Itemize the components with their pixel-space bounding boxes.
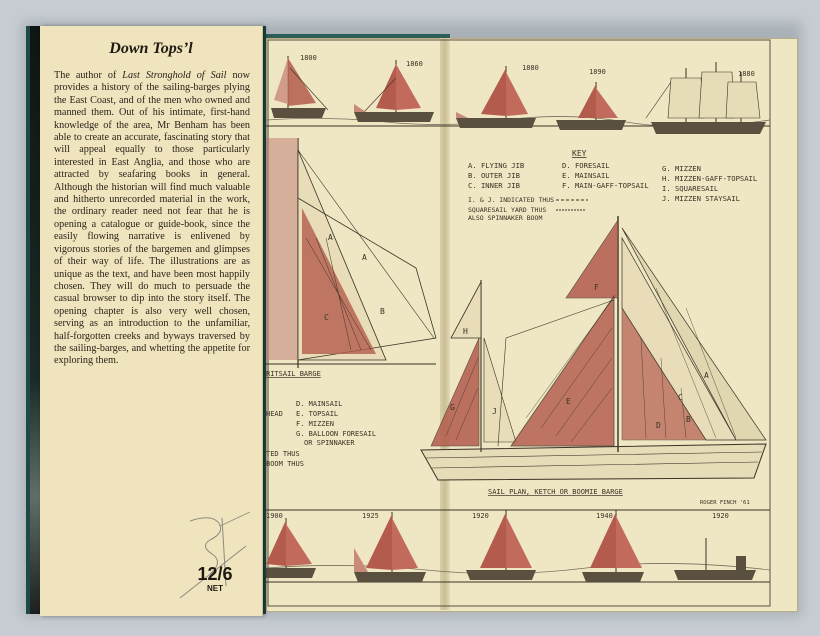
price-value: 12/6 [197, 564, 233, 584]
main-letter-a: A [704, 371, 709, 380]
top-year-2: 1860 [406, 60, 423, 68]
sail-plan-illustration [266, 38, 796, 610]
left-letter-c: C [324, 313, 329, 322]
top-barge-strip [266, 54, 770, 134]
left-key-f: F. MIZZEN [296, 420, 334, 428]
main-letter-f: F [594, 283, 599, 292]
main-letter-g: G [450, 403, 455, 412]
key-note-2: SQUARESAIL YARD THUS [468, 206, 547, 214]
key-col2-e: E. MAINSAIL [562, 171, 610, 180]
bottom-year-4: 1940 [596, 512, 613, 520]
main-letter-j: J [492, 407, 497, 416]
key-col3-j: J. MIZZEN STAYSAIL [662, 194, 740, 203]
top-year-3: 1880 [522, 64, 539, 72]
left-key-e: E. TOPSAIL [296, 410, 339, 418]
top-barge-3 [456, 66, 536, 128]
top-year-1: 1800 [300, 54, 317, 62]
bottom-barge-4 [582, 510, 644, 582]
blurb-intro: The author of [54, 70, 123, 81]
main-ketch-sail-plan [421, 216, 766, 506]
main-letter-h: H [463, 327, 468, 336]
left-caption: RITSAIL BARGE [266, 370, 321, 378]
bottom-year-3: 1920 [472, 512, 489, 520]
key-col1-c: C. INNER JIB [468, 181, 520, 190]
main-letter-b: B [686, 415, 691, 424]
main-letter-e: E [566, 397, 571, 406]
bottom-motor-barge [674, 538, 756, 580]
key-col3-g: G. MIZZEN [662, 164, 701, 173]
top-year-5: 1880 [738, 70, 755, 78]
left-letter-a2: A [362, 253, 367, 262]
flap-title: Down Tops’l [109, 40, 193, 57]
artist-signature: ROGER FINCH '61 [700, 500, 750, 506]
key-col2-f: F. MAIN-GAFF-TOPSAIL [562, 181, 649, 190]
left-note-2: BOOM THUS [266, 460, 304, 468]
key-col3-i: I. SQUARESAIL [662, 184, 719, 193]
key-note-3: ALSO SPINNAKER BOOM [468, 214, 543, 222]
left-letter-a: A [328, 233, 333, 242]
bottom-barge-strip [266, 510, 770, 582]
bottom-barge-2 [354, 512, 426, 582]
pencil-scribble [40, 26, 262, 616]
bottom-year-1: 1900 [266, 512, 283, 520]
left-key-head: HEAD [266, 410, 283, 418]
bottom-barge-1 [266, 518, 316, 578]
key-col1-b: B. OUTER JIB [468, 171, 520, 180]
top-barge-4 [556, 82, 626, 130]
left-key-g: G. BALLOON FORESAIL [296, 430, 377, 438]
sail-key [468, 149, 757, 222]
left-key-g2: OR SPINNAKER [304, 439, 355, 447]
blurb-body: now provides a history of the sailing-barges plying the East Coast, and of the men who owned and manned them. Out of his intimate, first-hand knowledge of the area, Mr Benham has been able to create an accurate, fascinating story that will appeal equally to those particularly interested in East Anglia, and those who are attracted by seafaring books in general. Although the historian will find much valuable and hitherto unrecorded material in the work, the ordinary reader need not fear that he is opening a catalogue or guide-book, since the easily flowing narrative is enlivened by vigorous stories of the bargemen and glimpses of their way of life. The illustrations are as unique as the text, and have been most happily chosen. They will do much to persuade the casual browser to dip into the story itself. The opening chapter is also very well chosen, serving as an introduction to the unfamiliar, half-forgotten creeks and byways traversed by the sailing-barges, and whetting the appetite for exploring them. [54, 70, 250, 367]
price-note: NET [207, 584, 223, 593]
key-col1-a: A. FLYING JIB [468, 161, 525, 170]
dust-jacket-flap [40, 26, 263, 616]
key-col3-h: H. MIZZEN-GAFF-TOPSAIL [662, 174, 758, 183]
blurb-book-title: Last Stronghold of Sail [122, 70, 227, 81]
key-note-1: I. & J. INDICATED THUS [468, 196, 555, 204]
bottom-year-5: 1920 [712, 512, 729, 520]
main-caption: SAIL PLAN, KETCH OR BOOMIE BARGE [488, 488, 623, 496]
key-title: KEY [572, 149, 587, 158]
left-key-d: D. MAINSAIL [296, 400, 343, 408]
top-barge-1 [271, 56, 328, 118]
top-year-4: 1890 [589, 68, 606, 76]
main-letter-d: D [656, 421, 661, 430]
left-note-1: TED THUS [266, 450, 300, 458]
left-spritsail-barge [266, 138, 436, 468]
price-tag [190, 564, 240, 593]
left-letter-b: B [380, 307, 385, 316]
bottom-year-2: 1925 [362, 512, 379, 520]
main-letter-c: C [678, 393, 683, 402]
top-barge-2 [354, 60, 434, 122]
key-col2-d: D. FORESAIL [562, 161, 610, 170]
bottom-barge-3 [466, 510, 536, 580]
